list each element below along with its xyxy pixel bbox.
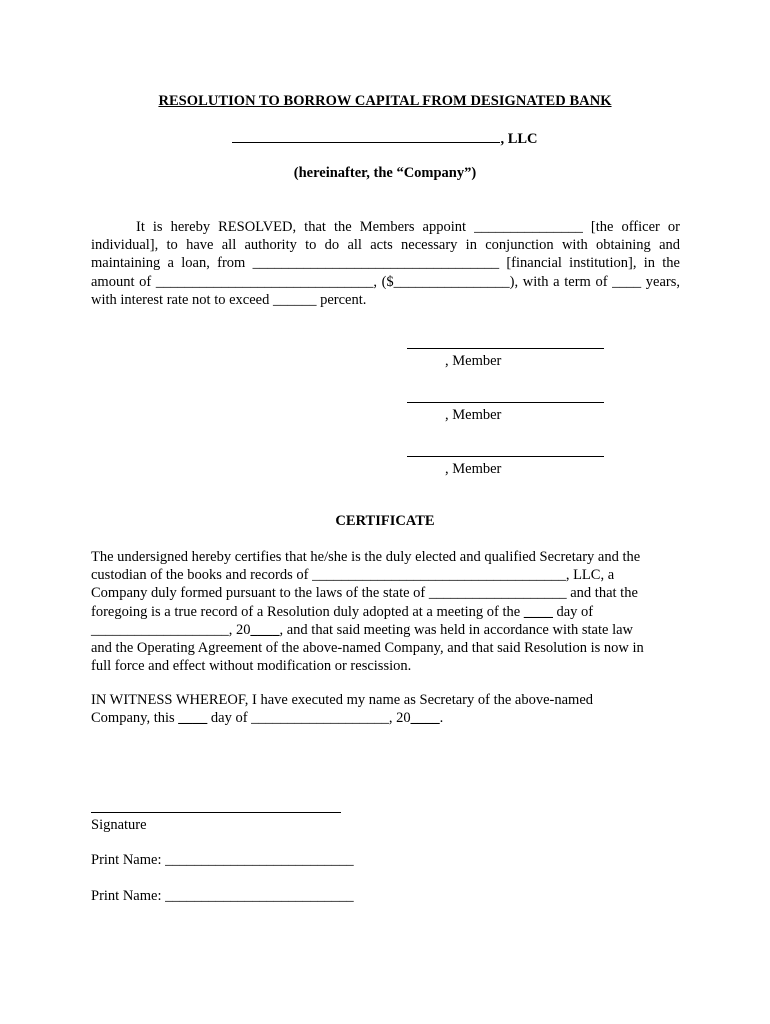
resolution-paragraph: It is hereby RESOLVED, that the Members appoint _______________ [the officer or individual], to have all authority to do all acts necessary in conjunction with obtaining and maintaining a loan, from __________________________________ [financial institution], in the amount of ______________________________, ($________________), with a term of ____ years, with interest rate not to exceed ______ percent. <box>91 219 680 308</box>
member-label: , Member <box>445 461 502 477</box>
witness-text: . <box>439 710 444 727</box>
print-name-2: Print Name: __________________________ <box>91 888 354 904</box>
signature-label: Signature <box>91 817 147 833</box>
certificate-text: , and that said meeting was held in accordance with state law <box>279 621 634 638</box>
company-name-blank <box>232 129 500 143</box>
certificate-text: foregoing is a true record of a Resolution duly adopted at a meeting of the <box>91 603 524 620</box>
certificate-line <box>91 603 681 621</box>
document-title: RESOLUTION TO BORROW CAPITAL FROM DESIGNATED BANK <box>158 93 612 109</box>
secretary-signature-line <box>91 812 341 813</box>
certificate-line <box>91 621 681 639</box>
witness-line <box>91 709 681 727</box>
hereinafter-line: (hereinafter, the “Company”) <box>293 165 477 181</box>
company-name-line <box>0 129 770 148</box>
certificate-text: day of <box>552 603 594 620</box>
print-name-1: Print Name: __________________________ <box>91 852 354 868</box>
certificate-paragraph <box>91 548 681 675</box>
witness-text: day of ___________________, 20 <box>207 710 411 727</box>
member-signature-3 <box>407 456 607 478</box>
member-signature-2 <box>407 402 607 424</box>
witness-line: IN WITNESS WHEREOF, I have executed my name as Secretary of the above-named <box>91 692 594 708</box>
certificate-line: and the Operating Agreement of the above-named Company, and that said Resolution is now in <box>91 640 644 657</box>
witness-paragraph <box>91 691 681 727</box>
member-signature-line <box>407 456 604 457</box>
certificate-line: custodian of the books and records of ___________________________________, LLC, a <box>91 567 615 584</box>
year-blank: ____ <box>410 710 440 727</box>
member-label: , Member <box>445 407 502 423</box>
llc-suffix: , LLC <box>500 131 538 147</box>
member-signature-1 <box>407 348 607 370</box>
year-blank: ____ <box>250 621 280 638</box>
member-label: , Member <box>445 353 502 369</box>
certificate-line: Company duly formed pursuant to the laws of the state of ___________________ and that the <box>91 585 638 602</box>
member-signature-line <box>407 402 604 403</box>
day-blank: ____ <box>178 710 208 727</box>
day-blank: ____ <box>523 603 553 620</box>
certificate-title: CERTIFICATE <box>335 513 435 529</box>
certificate-line: The undersigned hereby certifies that he/she is the duly elected and qualified Secretary and the <box>91 549 641 565</box>
certificate-line: full force and effect without modification or rescission. <box>91 658 412 675</box>
witness-text: Company, this <box>91 710 179 727</box>
certificate-text: ___________________, 20 <box>91 621 251 638</box>
member-signature-line <box>407 348 604 349</box>
